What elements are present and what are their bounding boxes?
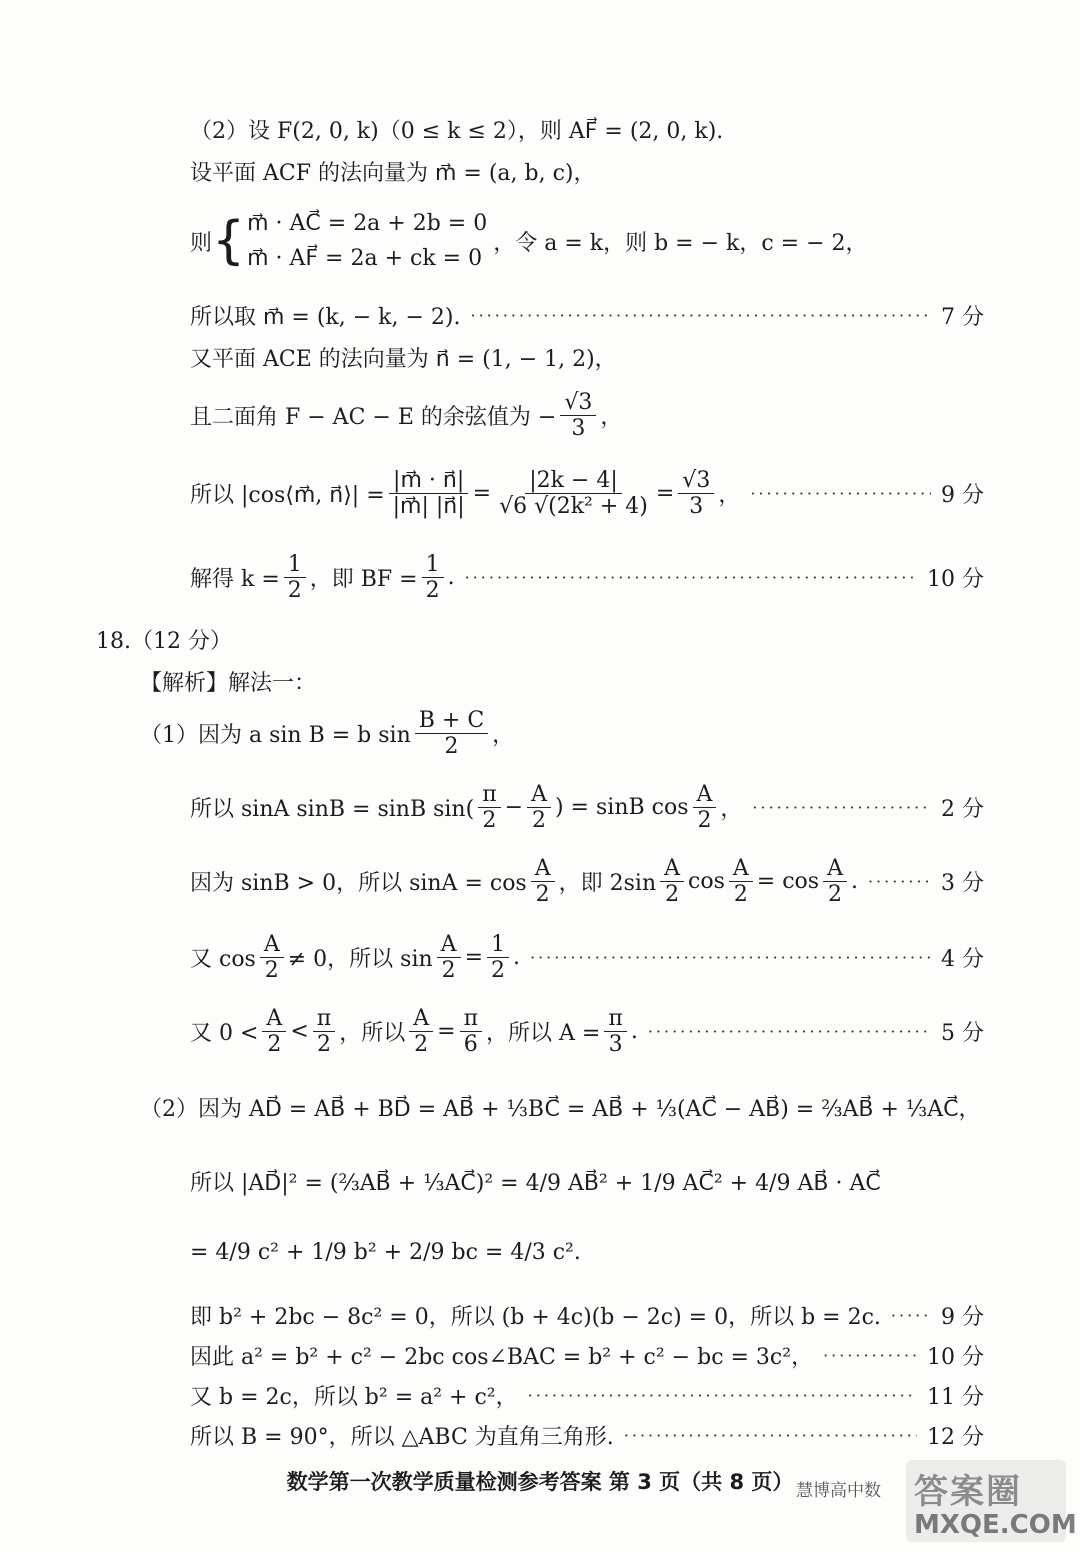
watermark-title: 答案圈: [914, 1472, 1022, 1512]
score-11: 11 分: [927, 1385, 984, 1410]
score-7: 7 分: [941, 305, 984, 330]
score-9b: 9 分: [941, 1305, 984, 1330]
cos-prefix: 所以 |cos⟨m⃗, n⃗⟩| =: [190, 483, 385, 509]
watermark: [796, 1460, 1077, 1542]
score-2: 2 分: [941, 797, 984, 823]
fraction: $\frac{√3}{3}$: [678, 468, 714, 520]
q18-part2: （2）因为 AD⃗ = AB⃗ + BD⃗ = AB⃗ + ⅓BC⃗ = AB⃗ + ⅓(AC⃗ − AB⃗) = ⅔AB⃗ + ⅓AC⃗，: [140, 1097, 981, 1122]
part1-prefix: （1）因为 a sin B = b sin: [140, 723, 411, 749]
q18-square: 所以 |AD⃗|² = (⅔AB⃗ + ⅓AC⃗)² = 4/9 AB⃗² + 1/9 AC⃗² + 4/9 AB⃗ · AC⃗: [190, 1171, 881, 1196]
equation-1: m⃗ · AC⃗ = 2a + 2b = 0: [247, 211, 488, 236]
q18-line3: 因为 sinB > 0，所以 sinA = cos $\frac{A}{2}$ ，即 2sin $\frac{A}{2}$ cos $\frac{A}{2}$ = cos $\frac{A}{2}$ . ····· 3 分: [190, 856, 984, 908]
score-12: 12 分: [927, 1425, 984, 1450]
then-label: 则: [190, 230, 213, 256]
q18-square-2: = 4/9 c² + 1/9 b² + 2/9 bc = 4/3 c².: [190, 1240, 581, 1265]
q18-line4: 又 cos $\frac{A}{2}$ ≠ 0，所以 sin $\frac{A}{2}$ = $\frac{1}{2}$ . ····· 4 分: [190, 932, 984, 984]
q18-line10: 因此 a² = b² + c² − 2bc cos∠BAC = b² + c² − bc = 3c²， ····· 10 分: [190, 1340, 984, 1371]
q18-header: 18.（12 分）: [96, 629, 232, 654]
score-10b: 10 分: [927, 1345, 984, 1370]
q17-dihedral: 且二面角 F − AC − E 的余弦值为 − $\frac{√3}{3}$ ，: [190, 390, 623, 442]
q17-normal-n: 又平面 ACE 的法向量为 n⃗ = (1, − 1, 2)，: [190, 347, 617, 372]
score-5: 5 分: [941, 1021, 984, 1047]
q18-line2: 所以 sinA sinB = sinB sin( $\frac{\pi}{2}$ − $\frac{A}{2}$ ) = sinB cos $\frac{A}{2}$ ， ····· 2 分: [190, 782, 984, 834]
watermark-source: 慧博高中数: [796, 1481, 881, 1501]
q17-part2-intro: （2）设 F(2, 0, k)（0 ≤ k ≤ 2），则 AF⃗ = (2, 0, k).: [190, 119, 724, 144]
q17-normal-m: 设平面 ACF 的法向量为 m⃗ = (a, b, c)，: [190, 161, 596, 186]
let-text: ，令 a = k，则 b = − k，c = − 2，: [493, 230, 868, 256]
watermark-url: MXQE.COM: [914, 1510, 1077, 1540]
q18-line9: 即 b² + 2bc − 8c² = 0，所以 (b + 4c)(b − 2c) = 0，所以 b = 2c. ····· 9 分: [190, 1300, 984, 1331]
equation-system: [247, 206, 487, 276]
q17-cos: 所以 |cos⟨m⃗, n⃗⟩| = $\frac{|m⃗ \cdot n⃗|}{|m⃗| |n⃗|}$ = $\frac{|2k - 4|}{\text{√6 √(2k² + 4)}}$ = $\frac{√3}{3}$ ， ····· 9 分: [190, 468, 984, 520]
fraction: $\frac{B + C}{2}$: [415, 708, 488, 760]
q18-line12: 所以 B = 90°，所以 △ABC 为直角三角形. ····· 12 分: [190, 1420, 984, 1451]
fraction: $\frac{√3}{3}$: [560, 390, 596, 442]
fraction: $\frac{1}{2}$: [422, 552, 444, 604]
take-m-text: 所以取 m⃗ = (k, − k, − 2).: [190, 305, 461, 330]
score-9: 9 分: [941, 483, 984, 509]
solve-prefix: 解得 k =: [190, 567, 280, 593]
q18-line5: 又 0 < $\frac{A}{2}$ < $\frac{\pi}{2}$ ，所以 $\frac{A}{2}$ = $\frac{\pi}{6}$ ，所以 A = $\frac{\pi}{3}$ . ····· 5 分: [190, 1006, 984, 1058]
dihedral-text: 且二面角 F − AC − E 的余弦值为 −: [190, 405, 557, 431]
fraction: $\frac{|2k - 4|}{\text{√6 √(2k² + 4)}}$: [499, 468, 648, 520]
solve-mid: ，即 BF =: [309, 567, 418, 593]
q18-part1: （1）因为 a sin B = b sin $\frac{B + C}{2}$ ，: [140, 708, 515, 760]
fraction: $\frac{1}{2}$: [284, 552, 306, 604]
q18-line11: 又 b = 2c，所以 b² = a² + c²， ····· 11 分: [190, 1380, 984, 1411]
score-4: 4 分: [941, 947, 984, 973]
q18-analysis: 【解析】解法一：: [140, 671, 317, 696]
equation-2: m⃗ · AF⃗ = 2a + ck = 0: [247, 246, 483, 272]
q17-take-m: [190, 300, 984, 331]
q17-system: [190, 206, 984, 276]
q17-solve: 解得 k = $\frac{1}{2}$ ，即 BF = $\frac{1}{2}$ . ····· 10 分: [190, 552, 984, 604]
fraction: $\frac{|m⃗ \cdot n⃗|}{|m⃗| |n⃗|}$: [389, 468, 469, 520]
score-10: 10 分: [927, 567, 984, 593]
brace-icon: {: [212, 211, 246, 272]
page-footer: 数学第一次教学质量检测参考答案 第 3 页（共 8 页）: [286, 1470, 794, 1494]
score-3: 3 分: [941, 871, 984, 897]
